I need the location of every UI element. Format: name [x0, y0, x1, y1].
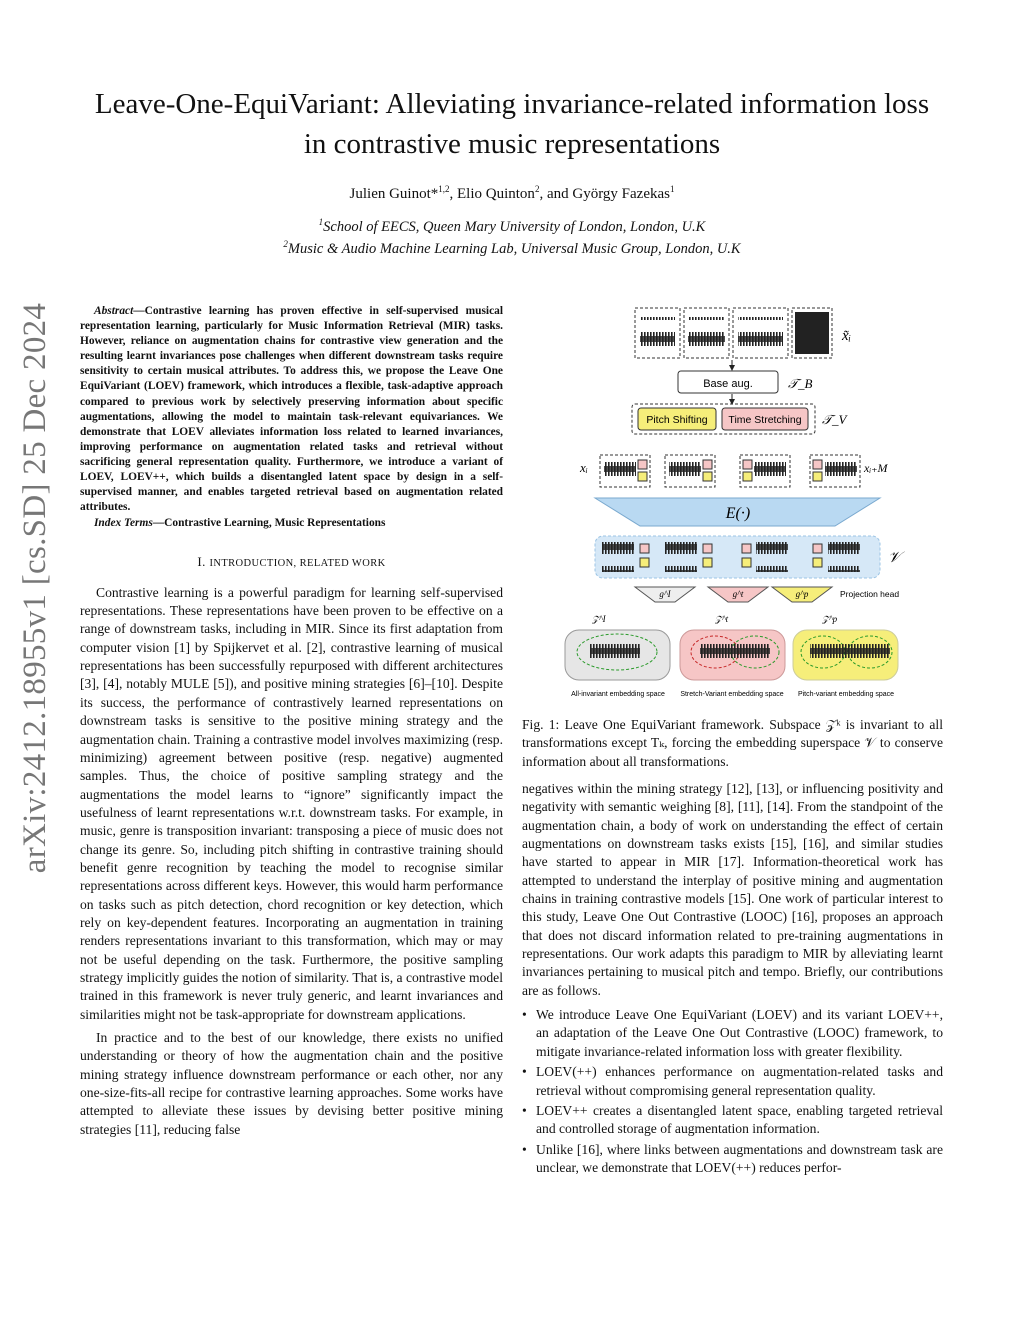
body-paragraph: Contrastive learning is a powerful paradigm for learning self-supervised representations. These representations have been proven to be effective on a range of downstream tasks, including in MIR. Since its first adaptation from computer vision [1] by Spijkervet et al. [2], contrastive learning of musical representations has been successfully repurposed with different architectures [3], [4], notably MULE [5]), and positive mining strategies [6]–[10]. Despite its success, the performance of contrastively learned representations on downstream tasks is sensitive to the positive mining strategy and the augmentation chain. Training a contrastive model involves maximizing (resp. minimizing) agreement between positive (resp. negative) augmented samples. Thus, the choice of positive sampling strategy and the augmentations the model learns to “ignore” significantly impact the usefulness of learnt representations w.r.t. downstream tasks. For example, in music, genre is transposition invariant: transposing a piece of music does not change its genre. So, including pitch shifting in contrastive training should benefit genre recognition by teaching the model to recognise similar representations across different keys. However, this would harm performance on tasks such as pitch detection, chord recognition or key detection, which rely on key-dependent features. Incorporating an augmentation in training renders representations invariant to this transformation, which may or may not be useful depending on the task. Furthermore, the positive sampling strategy implicitly guides the notion of similarity. That is, a contrastive model trained in this framework is never truly generic, and learnt invariances and similarities might not be task-appropriate for downstream applications.	[80, 584, 503, 1022]
author-affil-mark: 1	[669, 184, 675, 194]
author-name: Elio Quinton	[457, 186, 535, 202]
author-list: Julien Guinot*$^{1,2}$, Elio Quinton$^2$, and György Fazekas$^1$	[349, 184, 675, 202]
list-item: • LOEV++ creates a disentangled latent space, enabling targeted retrieval and controlled storage of augmentation information.	[536, 1102, 943, 1139]
svg-text:𝒵^p: 𝒵^p	[822, 614, 838, 624]
input-waveforms	[635, 308, 832, 358]
x-tilde-label: x̃ᵢ	[842, 328, 852, 344]
body-paragraph: In practice and to the best of our knowledge, there exists no unified understanding or theory of how the augmentation chain and the positive mining strategy influence downstream performance or each other, nor any one-size-fits-all recipe for contrastive learning approaches. Some works have attempted to alleviate these issues by devising better positive mining strategies [11], reducing false	[80, 1030, 503, 1137]
author-name: Julien Guinot*	[349, 186, 439, 202]
proj-head-label: Projection head	[840, 589, 900, 599]
space-caption: All-invariant embedding space	[571, 691, 665, 698]
list-item: • LOEV(++) enhances performance on augmentation-related tasks and retrieval without compromising general representation quality.	[536, 1063, 943, 1100]
list-item: • Unlike [16], where links between augmentations and downstream task are unclear, we demonstrate that LOEV(++) reduces perfor-	[536, 1141, 943, 1178]
v-label: 𝒱	[888, 550, 901, 566]
affiliation: $^2$Music & Audio Machine Learning Lab, Universal Music Group, London, U.K	[283, 239, 741, 257]
svg-text:g^I: g^I	[659, 589, 671, 599]
encoder-label: E(·)	[725, 505, 751, 522]
contribution-list	[522, 1006, 943, 1177]
right-column	[522, 780, 943, 1179]
framework-figure	[560, 300, 910, 700]
author-affil-mark: 2	[534, 184, 540, 194]
left-column	[80, 304, 503, 1139]
abstract: Abstract—Contrastive learning has proven effective in self-supervised musical representation learning, particularly for Music Information Retrieval (MIR) tasks. However, reliance on augmentation chains for contrastive view generation and the resulting learnt invariances pose challenges when different downstream tasks require sensitivity to certain musical attributes. To address this, we propose the Leave One EquiVariant (LOEV) framework, which introduces a flexible, task-adaptive approach compared to previous work by selectively preserving information about specific augmentations, allowing the model to maintain task-relevant equivariances. We demonstrate that LOEV alleviates information loss related to learned invariances, improving performance on augmentation related tasks and retrieval without sacrificing general representation quality. Furthermore, we introduce a variant of LOEV, LOEV++, which builds a disentangled latent space by design in a self-supervised manner, and enables targeted retrieval based on augmentation related attributes.	[80, 305, 503, 514]
index-terms: Index Terms—Contrastive Learning, Music Representations	[94, 517, 386, 530]
author-affil-mark: 1,2	[438, 184, 450, 194]
time-stretching-label: Time Stretching	[728, 414, 802, 426]
space-caption: Stretch-Variant embedding space	[680, 691, 784, 698]
arxiv-identifier: arXiv:2412.18955v1 [cs.SD] 25 Dec 2024	[17, 302, 53, 874]
pitch-shifting-label: Pitch Shifting	[646, 414, 708, 426]
tv-label: 𝒯_V	[822, 412, 847, 427]
svg-text:𝒵^t: 𝒵^t	[715, 614, 729, 624]
paper-title: Leave-One-EquiVariant: Alleviating invariance-related information loss in contrastive music representations	[94, 88, 930, 160]
affiliation: $^1$School of EECS, Queen Mary University of London, London, U.K	[318, 217, 706, 235]
space-caption: Pitch-variant embedding space	[797, 691, 895, 698]
list-item: • We introduce Leave One EquiVariant (LOEV) and its variant LOEV++, an adaptation of the Leave One Out Contrastive (LOOC) framework, to mitigate invariance-related information loss with greater flexibility.	[536, 1006, 943, 1061]
base-aug-label: Base aug.	[703, 378, 753, 390]
svg-text:g^t: g^t	[732, 589, 744, 599]
body-paragraph: negatives within the mining strategy [12], [13], or influencing positivity and negativity with semantic weighing [8], [11], [14]. From the standpoint of the augmentation chain, a body of work on understanding the effect of certain augmentations on downstream tasks exists [15], [16], and similar studies have started to appear in MIR [17]. Information-theoretical work has attempted to understand the interplay of positive mining and augmentation chains in training contrastive models [15]. One work of particular interest to this study, Leave One Out Contrastive (LOOC) [16], proposes an approach that does not discard information related to pre-training augmentations in representations. Our work adapts this paradigm to MIR by alleviating learnt invariances pertaining to musical pitch and tempo. Briefly, our contributions are as follows.	[522, 781, 943, 998]
author-name: György Fazekas	[572, 186, 670, 202]
figure-caption: Fig. 1: Leave One EquiVariant framework. Subspace 𝒵ᵏ is invariant to all transformations except Tₖ, forcing the embedding superspace 𝒱 to conserve information about all transformations.	[522, 717, 943, 769]
augmented-views	[579, 455, 889, 487]
svg-text:xᵢ: xᵢ	[580, 460, 588, 475]
section-heading: I. INTRODUCTION, RELATED WORK	[197, 554, 386, 570]
svg-text:𝒵^I: 𝒵^I	[592, 614, 606, 624]
svg-text:xᵢ₊M: xᵢ₊M	[864, 461, 888, 475]
abstract-label: Abstract	[94, 305, 134, 317]
tb-label: 𝒯_B	[788, 376, 813, 391]
svg-text:g^p: g^p	[795, 589, 809, 599]
index-terms-label: Index Terms	[94, 517, 153, 530]
